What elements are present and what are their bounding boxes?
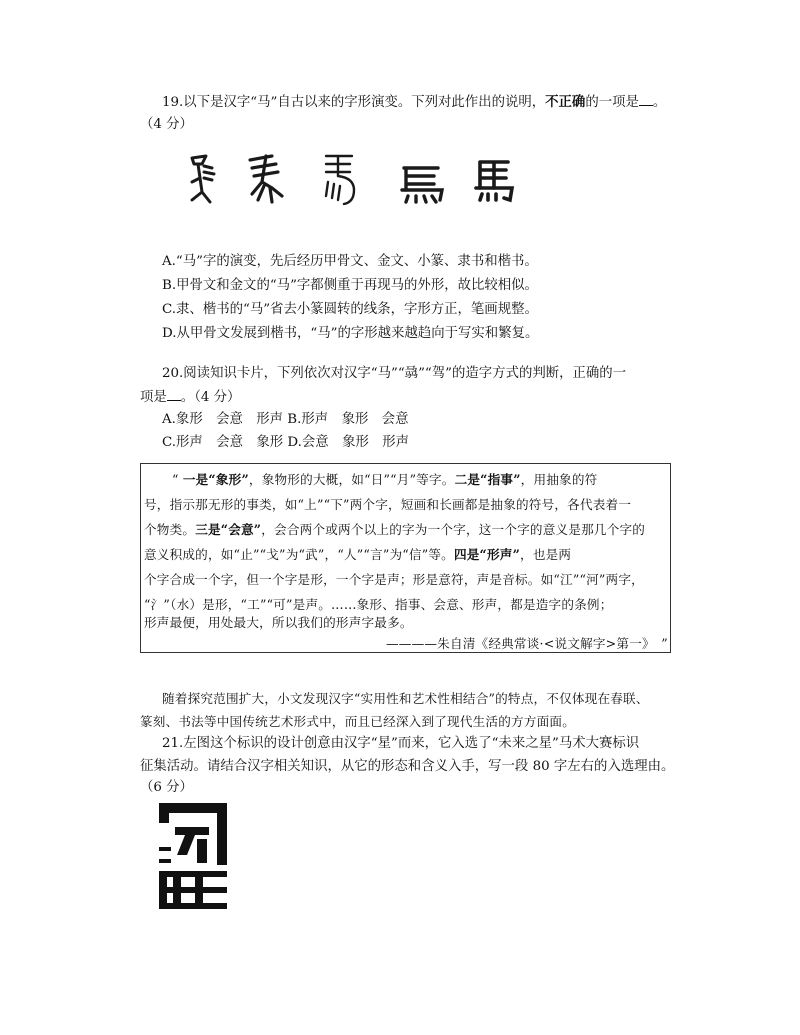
term-xiangxing: 一是“象形” <box>182 472 249 487</box>
card-line-2: 号，指示那无形的事类，如“上”“下”两个字，短画和长画都是抽象的符号，各代表着一 <box>144 497 632 512</box>
term-huiyi: 三是“会意” <box>195 522 262 537</box>
card-line-5: 个字合成一个字，但一个字是形，一个字是声；形是意符，声是音标。如“江”“河”两字， <box>144 572 644 587</box>
intro-line-2: 篆刻、书法等中国传统艺术形式中，而且已经深入到了现代生活的方方面面。 <box>140 714 575 729</box>
horse-glyph-evolution <box>168 148 528 218</box>
card-source: ————朱自清《经典常谈·<说文解字>第一》 ” <box>386 636 668 651</box>
bronze-horse-glyph <box>242 152 290 208</box>
star-horse-logo <box>153 803 233 923</box>
q19-option-c: C.隶、楷书的“马”省去小篆圆转的线条，字形方正，笔画规整。 <box>162 302 538 317</box>
q19-stem: 19.以下是汉字“马”自古以来的字形演变。下列对此作出的说明，不正确的一项是 。 <box>162 94 667 110</box>
card-line-3: 个物类。三是“会意”，会合两个或两个以上的字为一个字，这一个字的意义是那几个字的 <box>144 522 646 537</box>
small-seal-horse-glyph <box>318 150 364 210</box>
card-line-1: “ 一是“象形”，象物形的大概，如“日”“月”等字。二是“指事”，用抽象的符 <box>172 472 598 487</box>
card-line-6: “氵”（水）是形，“工”“可”是声。……象形、指事、会意、形声，都是造字的条例； <box>144 597 613 612</box>
q19-option-a: A.“马”字的演变，先后经历甲骨文、金文、小篆、隶书和楷书。 <box>162 254 538 269</box>
intro-line-1: 随着探究范围扩大，小文发现汉字“实用性和艺术性相结合”的特点，不仅体现在春联、 <box>162 691 649 706</box>
answer-blank <box>167 388 181 401</box>
term-xingsheng: 四是“形声” <box>453 547 521 562</box>
q19-bold-keyword: 不正确 <box>545 94 586 110</box>
q20-stem-line1: 20.阅读知识卡片，下列依次对汉字“马”“骉”“驾”的造字方式的判断，正确的一 <box>162 366 627 381</box>
clerical-horse-glyph <box>394 162 450 206</box>
q20-options-row2: C.形声 会意 象形 D.会意 象形 形声 <box>162 435 410 450</box>
q19-points: （4 分） <box>140 117 193 132</box>
answer-blank <box>639 93 653 106</box>
oracle-bone-horse-glyph <box>182 152 222 208</box>
card-line-4: 意义积成的，如“止”“戈”为“武”，“人”“言”为“信”等。四是“形声”，也是两 <box>144 547 572 562</box>
term-zhishi: 二是“指事” <box>454 472 521 487</box>
q21-line-2: 征集活动。请结合汉字相关知识，从它的形态和含义入手，写一段 80 字左右的入选理由。 <box>140 759 675 774</box>
q19-option-d: D.从甲骨文发展到楷书，“马”的字形越来越趋向于写实和繁复。 <box>162 326 539 341</box>
q19-option-b: B.甲骨文和金文的“马”字都侧重于再现马的外形，故比较相似。 <box>162 278 538 293</box>
q21-line-1: 21.左图这个标识的设计创意由汉字“星”而来，它入选了“未来之星”马术大赛标识 <box>162 736 640 751</box>
regular-script-horse-glyph <box>468 158 520 206</box>
card-line-7: 形声最便，用处最大，所以我们的形声字最多。 <box>144 615 413 630</box>
q20-stem-line2: 项是 。（4 分） <box>140 390 241 405</box>
q21-points: （6 分） <box>140 780 193 795</box>
q20-options-row1: A.象形 会意 形声 B.形声 象形 会意 <box>162 412 409 427</box>
